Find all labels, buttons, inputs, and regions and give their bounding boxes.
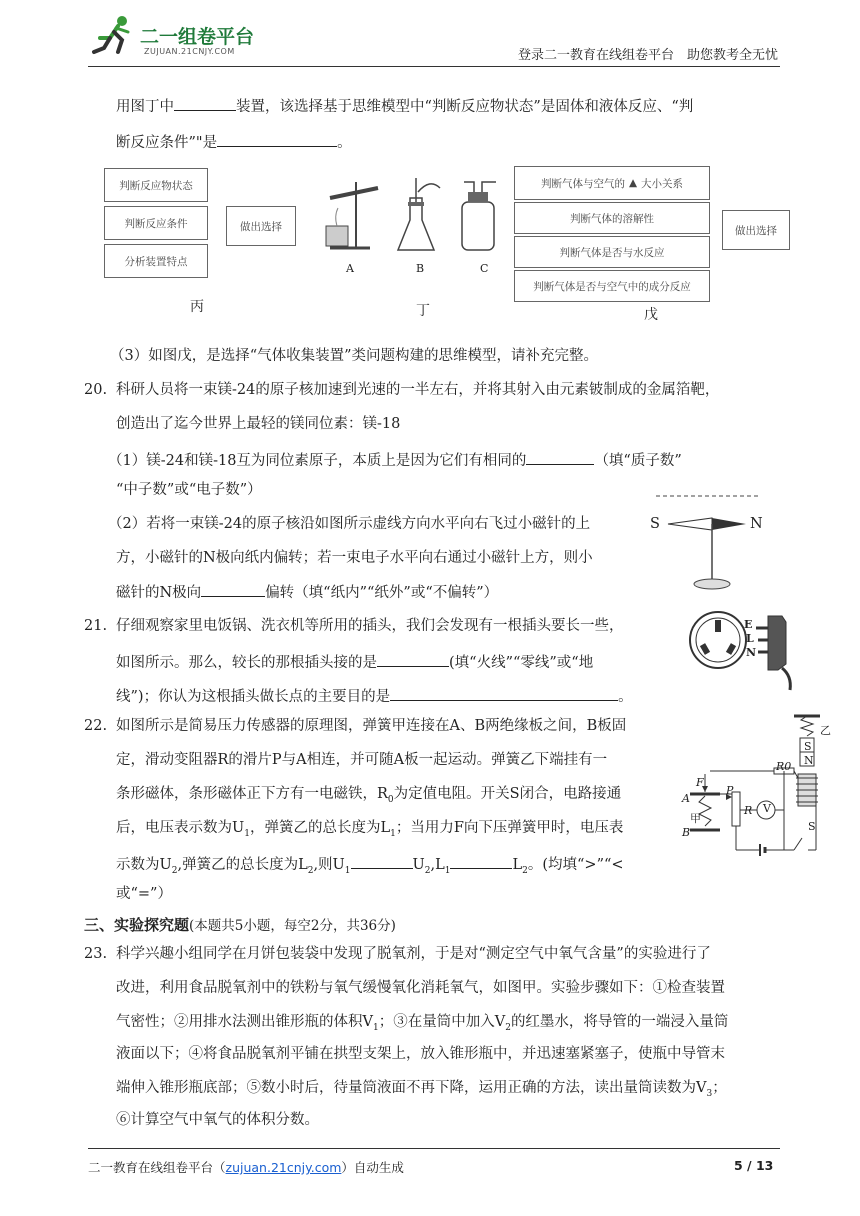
- q20-line2: 创造出了迄今世界上最轻的镁同位素：镁-18: [116, 416, 401, 432]
- footer-source: 二一教育在线组卷平台（zujuan.21cnjy.com）自动生成: [88, 1160, 404, 1175]
- ding-label-c: C: [480, 262, 489, 275]
- circuit-label-a: A: [682, 792, 690, 805]
- bing-caption: 丙: [190, 299, 204, 315]
- header-logo: [88, 14, 288, 62]
- q22-line2: 定，滑动变阻器R的滑片P与A相连，并可随A板一起运动。弹簧乙下端挂有一: [116, 752, 608, 768]
- q20-blank-1[interactable]: [526, 448, 594, 465]
- circuit-label-s-switch: S: [808, 820, 816, 833]
- q22-line6: 或“=”）: [116, 886, 172, 902]
- circuit-label-r: R: [744, 804, 753, 817]
- q23-line5: 端伸入锥形瓶底部；⑤数小时后，待量筒液面不再下降，运用正确的方法，读出量筒读数为$V_3$；: [116, 1080, 727, 1099]
- circuit-label-jia: 甲: [690, 812, 701, 825]
- q21-line3: 线”)；你认为这根插头做长点的主要目的是 。: [116, 684, 633, 707]
- needle-s-label: S: [650, 516, 660, 532]
- q22-line3: 条形磁体，条形磁体正下方有一电磁铁，$R_0$为定值电阻。开关S闭合，电路接通: [116, 786, 622, 805]
- header-divider: [88, 66, 780, 67]
- footer-link[interactable]: zujuan.21cnjy.com: [225, 1160, 342, 1175]
- q20-part2-line2: 方，小磁针的N极向纸内偏转；若一束电子水平向右通过小磁针上方，则小: [116, 550, 593, 566]
- q22-line5: 示数为$U_2$,弹簧乙的总长度为$L_2$,则$U_1$ $U_2,L_1$ $L_2$。(均填“>”“<: [116, 852, 624, 881]
- circuit-label-yi: 乙: [820, 724, 831, 737]
- q23-line2: 改进，利用食品脱氧剂中的铁粉与氧气缓慢氧化消耗氧气，如图甲。实验步骤如下：①检查装置: [116, 980, 725, 996]
- q20-line1: 科研人员将一束镁-24的原子核加速到光速的一半左右，并将其射入由元素铍制成的金属箔靶，: [116, 382, 720, 398]
- q20-blank-2[interactable]: [201, 580, 265, 597]
- q20-part2-line3: 磁针的N极向 偏转（填“纸内”“纸外”或“不偏转”）: [116, 580, 498, 603]
- needle-n-label: N: [750, 516, 763, 532]
- wu-box-3: 判断气体是否与水反应: [514, 236, 710, 268]
- q23-line3: 气密性；②用排水法测出锥形瓶的体积$V_1$；③在量筒中加入$V_2$的红墨水，将导管的一端浸入量筒: [116, 1014, 729, 1033]
- q19-line1: 用图丁中 装置，该选择基于思维模型中“判断反应物状态”是固体和液体反应、“判: [116, 94, 693, 117]
- q20-number: 20.: [84, 382, 108, 398]
- circuit-label-b: B: [682, 826, 691, 839]
- plug-label-l: L: [746, 632, 754, 645]
- q22-number: 22.: [84, 718, 108, 734]
- ding-label-b: B: [416, 262, 425, 275]
- header-slogan: 登录二一教育在线组卷平台 助您教考全无忧: [518, 48, 779, 63]
- q21-blank-2[interactable]: [390, 684, 618, 701]
- page-number: 5 / 13: [734, 1158, 774, 1173]
- q22-blank-2[interactable]: [450, 852, 512, 869]
- q19-blank-device[interactable]: [174, 94, 236, 111]
- plug-label-n: N: [746, 646, 757, 659]
- q20-part1-line1: （1）镁-24和镁-18互为同位素原子，本质上是因为它们有相同的 （填“质子数”: [108, 448, 682, 471]
- q21-blank-1[interactable]: [377, 650, 449, 667]
- logo-text: 二一组卷平台: [140, 26, 255, 48]
- bing-result-box: 做出选择: [226, 206, 296, 246]
- section-3-heading: 三、实验探究题(本题共5小题，每空2分，共36分): [84, 916, 396, 934]
- wu-box-1: 判断气体与空气的 ▲ 大小关系: [514, 166, 710, 200]
- magnetic-needle-figure: [650, 488, 776, 596]
- figure-wu: [514, 166, 790, 326]
- q19-part3: （3）如图戊，是选择“气体收集装置”类问题构建的思维模型，请补充完整。: [110, 348, 599, 364]
- q21-line1: 仔细观察家里电饭锅、洗衣机等所用的插头，我们会发现有一根插头要长一些，: [116, 618, 624, 634]
- figure-bing: [104, 168, 234, 318]
- q23-number: 23.: [84, 946, 108, 962]
- ding-label-a: A: [346, 262, 354, 275]
- q20-part1-line2: “中子数”或“电子数”）: [116, 482, 262, 498]
- circuit-label-r0: R0: [776, 760, 792, 773]
- circuit-label-p: P: [726, 784, 734, 797]
- bing-box-3: 分析装置特点: [104, 244, 208, 278]
- q21-line2: 如图所示。那么，较长的那根插头接的是 (填“火线”“零线”或“地: [116, 650, 593, 673]
- ding-caption: 丁: [416, 303, 430, 319]
- q19-blank-condition[interactable]: [217, 130, 337, 147]
- bing-box-2: 判断反应条件: [104, 206, 208, 240]
- circuit-label-v: V: [763, 802, 771, 815]
- q21-number: 21.: [84, 618, 108, 634]
- plug-label-e: E: [744, 618, 753, 631]
- q22-blank-1[interactable]: [351, 852, 413, 869]
- circuit-label-n-magnet: N: [804, 754, 814, 767]
- wu-result-box: 做出选择: [722, 210, 790, 250]
- q22-line4: 后，电压表示数为$U_1$，弹簧乙的总长度为$L_1$；当用力F向下压弹簧甲时，电压表: [116, 820, 624, 839]
- circuit-label-s-magnet: S: [804, 740, 812, 753]
- circuit-label-f: F: [696, 776, 704, 789]
- wu-box-4: 判断气体是否与空气中的成分反应: [514, 270, 710, 302]
- q23-line1: 科学兴趣小组同学在月饼包装袋中发现了脱氧剂，于是对“测定空气中氧气含量”的实验进行了: [116, 946, 711, 962]
- q19-line2: 断反应条件”"是 。: [116, 130, 352, 153]
- wu-box-2: 判断气体的溶解性: [514, 202, 710, 234]
- bing-box-1: 判断反应物状态: [104, 168, 208, 202]
- logo-subtext: ZUJUAN.21CNJY.COM: [144, 47, 235, 56]
- q22-line1: 如图所示是简易压力传感器的原理图，弹簧甲连接在A、B两绝缘板之间，B板固: [116, 718, 627, 734]
- wu-caption: 戊: [644, 307, 658, 323]
- q23-line4: 液面以下；④将食品脱氧剂平铺在拱型支架上，放入锥形瓶中，并迅速塞紧塞子，使瓶中导管末: [116, 1046, 725, 1062]
- footer-divider: [88, 1148, 780, 1149]
- runner-logo-icon: [88, 14, 136, 58]
- q23-line6: ⑥计算空气中氧气的体积分数。: [116, 1112, 319, 1128]
- q20-part2-line1: （2）若将一束镁-24的原子核沿如图所示虚线方向水平向右飞过小磁针的上: [108, 516, 591, 532]
